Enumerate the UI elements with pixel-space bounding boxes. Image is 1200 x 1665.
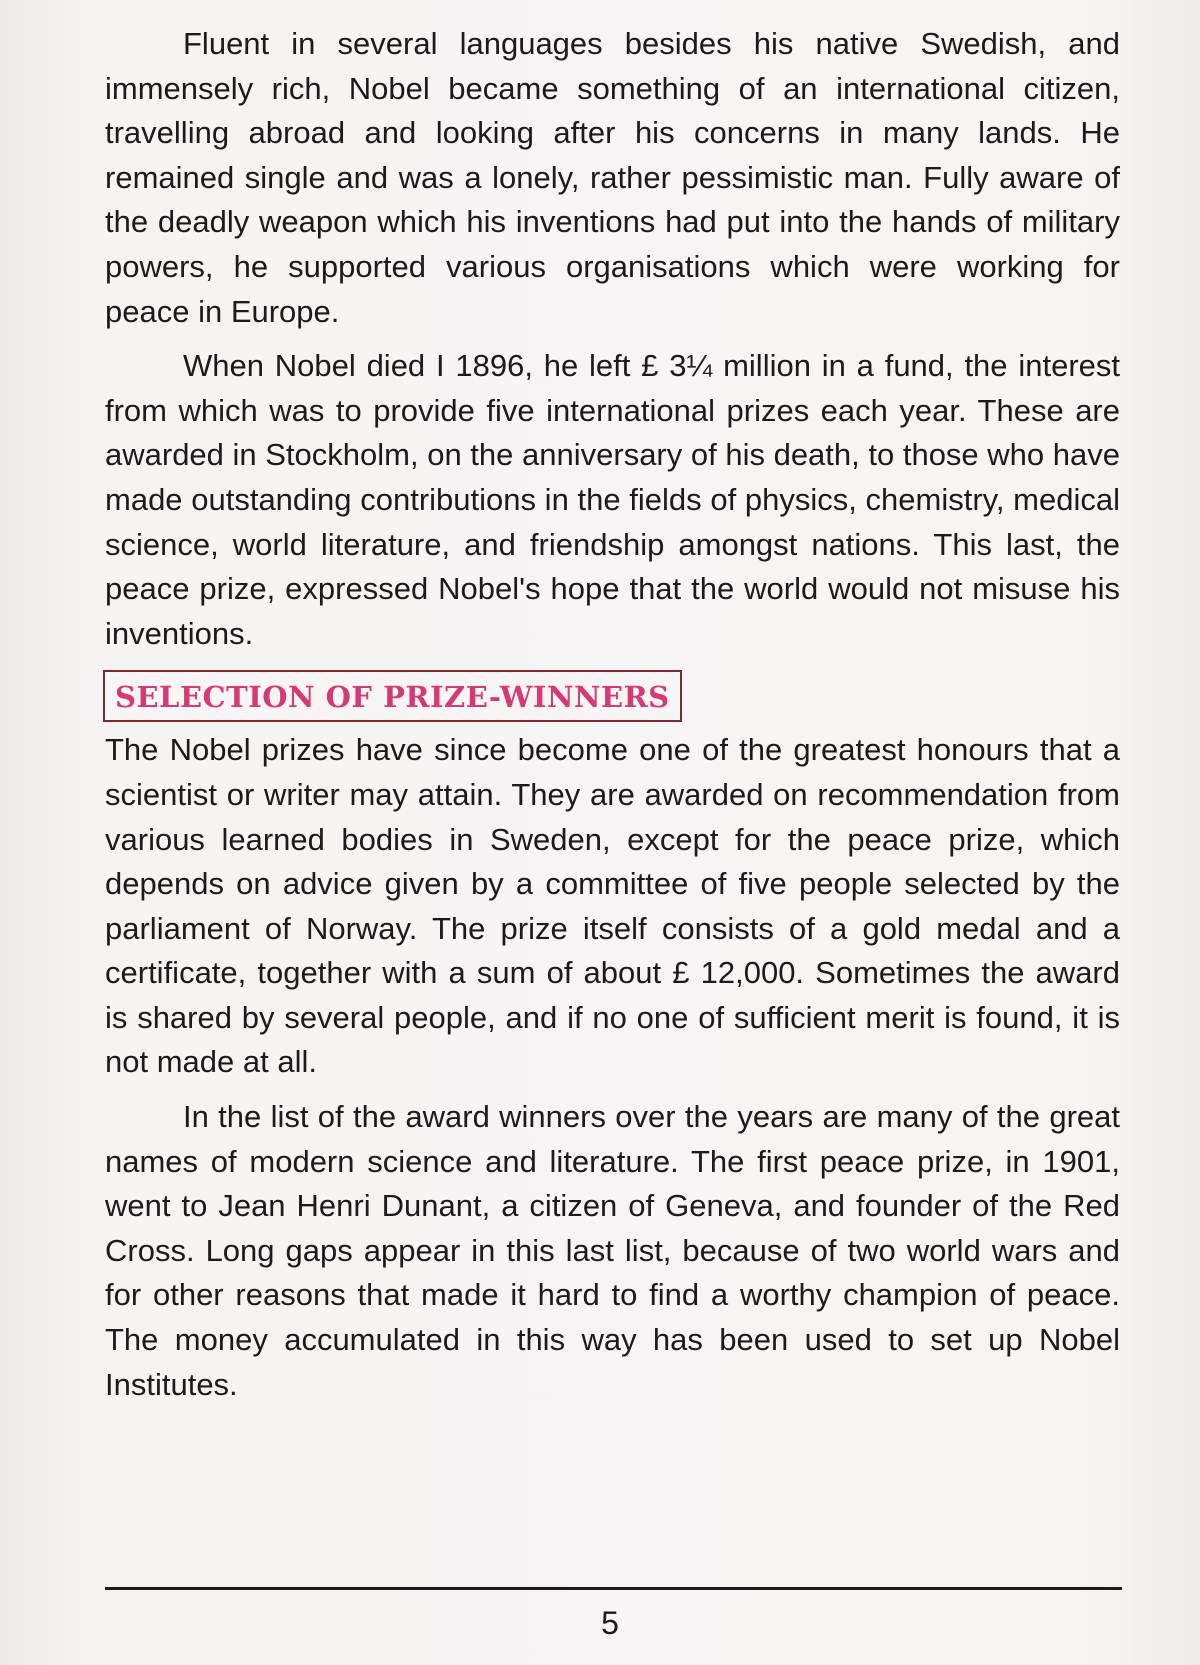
- paragraph-prize-selection: The Nobel prizes have since become one of the greatest honours that a scientist or writer may attain. They are awarded on recommendation from various learned bodies in Sweden, except for the peace prize, which depends on advice given by a committee of five people selected by the parliament of Norway. The prize itself consists of a gold medal and a certificate, together with a sum of about £ 12,000. Sometimes the award is shared by several people, and if no one of sufficient merit is found, it is not made at all.: [105, 732, 1120, 1080]
- paragraph-nobel-fund: When Nobel died I 1896, he left £ 3¼ million in a fund, the interest from which was to provide five international prizes each year. These are awarded in Stockholm, on the anniversary of his death, to those who have made outstanding contributions in the fields of physics, chemistry, medical science, world literature, and friendship amongst nations. This last, the peace prize, expressed Nobel's hope that the world would not misuse his inventions.: [105, 348, 1120, 651]
- page-content: [105, 22, 1120, 1407]
- paragraph-award-winners: In the list of the award winners over the years are many of the great names of modern science and literature. The first peace prize, in 1901, went to Jean Henri Dunant, a citizen of Geneva, and founder of the Red Cross. Long gaps appear in this last list, because of two world wars and for other reasons that made it hard to find a worthy champion of peace. The money accumulated in this way has been used to set up Nobel Institutes.: [105, 1099, 1120, 1402]
- page-number: 5: [601, 1605, 619, 1641]
- paragraph-nobel-life: Fluent in several languages besides his native Swedish, and immensely rich, Nobel became something of an international citizen, travelling abroad and looking after his concerns in many lands. He remained single and was a lonely, rather pessimistic man. Fully aware of the deadly weapon which his inventions had put into the hands of military powers, he supported various organisations which were working for peace in Europe.: [105, 26, 1120, 329]
- footer-rule: [105, 1587, 1122, 1590]
- section-heading: SELECTION OF PRIZE-WINNERS: [103, 670, 682, 722]
